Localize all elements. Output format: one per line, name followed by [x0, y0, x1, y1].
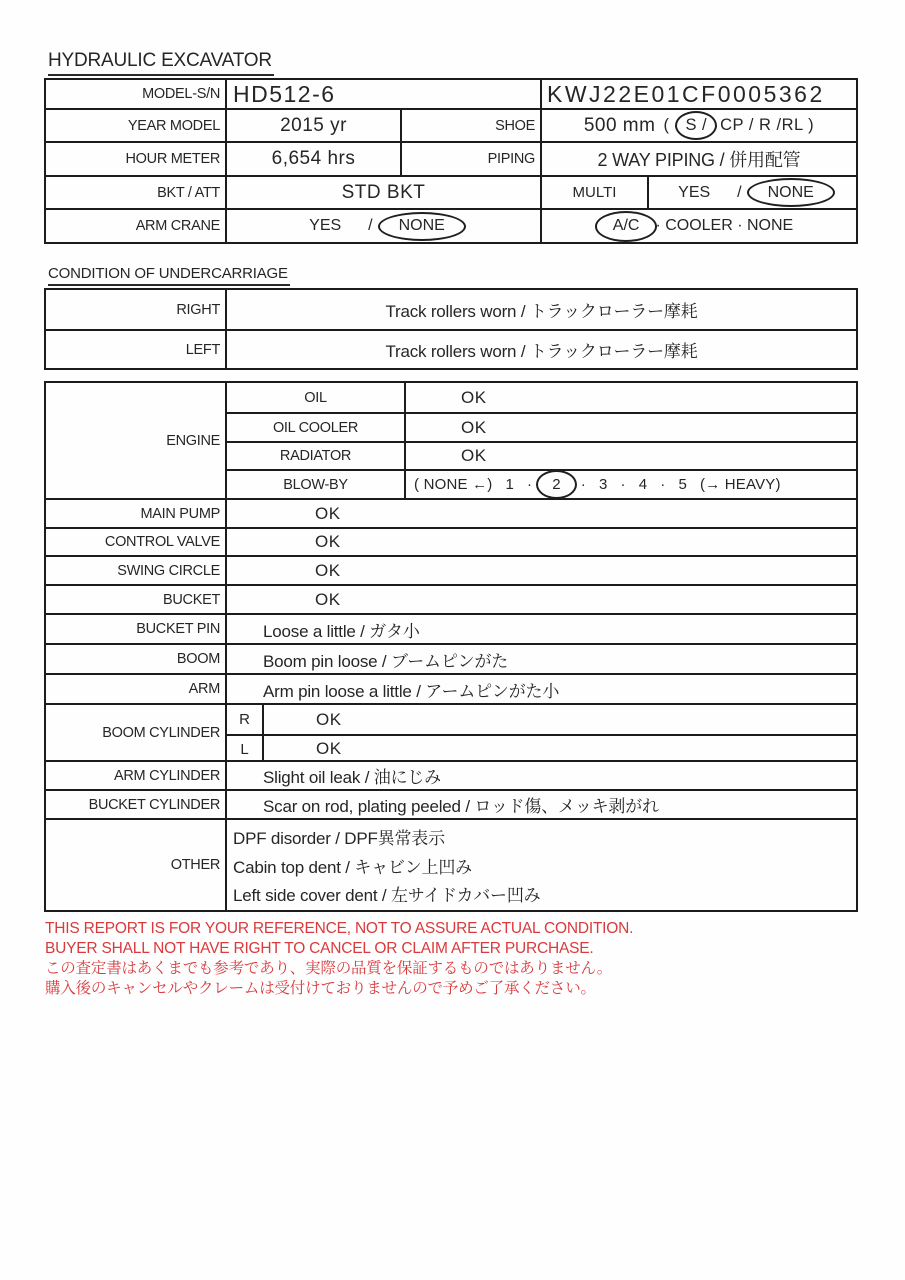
multi-yes: YES — [678, 183, 711, 201]
swing-circle-label: SWING CIRCLE — [117, 562, 220, 579]
row-bucket — [46, 584, 856, 613]
engine-row-oil — [227, 383, 856, 412]
bucket-label: BUCKET — [162, 591, 220, 608]
blowby-5: 5 — [678, 476, 688, 493]
blowby-suffix: (→ HEAVY) — [700, 476, 781, 493]
main-pump-value: OK — [225, 500, 856, 527]
spec-row-armcrane-ac — [46, 208, 856, 242]
shoe-label: SHOE — [400, 110, 540, 141]
other-note-line: DPF disorder / DPF異常表示 — [233, 828, 445, 848]
ac-cooler-rest: · COOLER · NONE — [655, 217, 794, 234]
engine-row-blowby — [227, 469, 856, 498]
oil-cooler-value: OK — [404, 414, 856, 441]
boom-label: BOOM — [176, 651, 220, 667]
year-value: 2015 yr — [225, 110, 400, 141]
left-label: LEFT — [185, 341, 220, 358]
bucket-value: OK — [225, 586, 856, 613]
row-arm — [46, 673, 856, 703]
disclaimer-line: THIS REPORT IS FOR YOUR REFERENCE, NOT TO ASSURE ACTUAL CONDITION. — [45, 920, 634, 937]
row-arm-cylinder — [46, 760, 856, 789]
blowby-dot: · — [527, 476, 533, 493]
blowby-dot: · — [660, 476, 666, 493]
right-label: RIGHT — [176, 301, 220, 318]
spec-row-hour-piping — [46, 141, 856, 175]
row-bucket-pin — [46, 613, 856, 643]
model-value: HD512-6 — [225, 80, 540, 108]
engine-block — [46, 383, 856, 498]
engine-sub-table — [225, 383, 856, 498]
other-notes — [225, 820, 856, 910]
bkt-att-value: STD BKT — [225, 177, 540, 208]
shoe-open-paren: ( — [663, 116, 670, 134]
multi-label: MULTI — [540, 177, 647, 208]
hour-meter-value: 6,654 hrs — [225, 143, 400, 175]
undercarriage-table — [44, 288, 858, 370]
blowby-prefix: ( NONE ←) — [414, 476, 493, 493]
blowby-dot: · — [580, 476, 586, 493]
shoe-options: CP / R /RL ) — [720, 116, 815, 134]
inspection-table — [44, 381, 858, 912]
circle-annotation-multi-none: NONE — [747, 178, 835, 207]
boom-cylinder-label: BOOM CYLINDER — [102, 724, 220, 741]
blowby-label: BLOW-BY — [283, 476, 348, 493]
swing-circle-value: OK — [225, 557, 856, 584]
arm-crane-slash: / — [368, 217, 373, 234]
row-bucket-cylinder — [46, 789, 856, 818]
engine-row-oil-cooler — [227, 412, 856, 441]
spec-row-year-shoe — [46, 108, 856, 141]
arm-crane-yes: YES — [309, 217, 342, 234]
boom-cylinder-sub-table — [225, 705, 856, 760]
other-note-line: Left side cover dent / 左サイドカバー凹み — [233, 886, 541, 906]
control-valve-label: CONTROL VALVE — [104, 534, 220, 550]
piping-label: PIPING — [400, 143, 540, 175]
row-main-pump — [46, 498, 856, 527]
piping-value: 2 WAY PIPING / 併用配管 — [540, 143, 856, 175]
circle-annotation-shoe: S / — [675, 111, 717, 140]
table-row-left — [46, 329, 856, 368]
circle-annotation-armcrane-none: NONE — [378, 212, 466, 241]
blowby-4: 4 — [638, 476, 648, 493]
spec-row-bkt-multi — [46, 175, 856, 208]
page-title: HYDRAULIC EXCAVATOR — [48, 50, 274, 76]
right-value: Track rollers worn / トラックローラー摩耗 — [225, 290, 856, 329]
circle-annotation-blowby-2: 2 — [536, 470, 577, 499]
blowby-dot: · — [620, 476, 626, 493]
blowby-1: 1 — [505, 476, 515, 493]
bkt-att-label: BKT / ATT — [157, 184, 220, 201]
blowby-scale — [404, 471, 856, 498]
arm-label: ARM — [188, 681, 220, 697]
disclaimer-text — [45, 919, 633, 999]
serial-value: KWJ22E01CF0005362 — [540, 80, 856, 108]
spec-row-model — [46, 80, 856, 108]
arm-crane-value — [225, 210, 540, 242]
left-value: Track rollers worn / トラックローラー摩耗 — [225, 331, 856, 368]
oil-value: OK — [404, 383, 856, 412]
row-swing-circle — [46, 555, 856, 584]
boom-cylinder-l-value: OK — [262, 736, 856, 762]
shoe-size: 500 mm — [583, 114, 656, 136]
model-label: MODEL-S/N — [142, 86, 220, 102]
bucket-pin-label: BUCKET PIN — [136, 621, 220, 637]
boom-cylinder-row-l — [227, 734, 856, 762]
bucket-cylinder-label: BUCKET CYLINDER — [88, 796, 220, 813]
engine-label: ENGINE — [166, 432, 220, 449]
boom-cylinder-block — [46, 703, 856, 760]
arm-crane-label: ARM CRANE — [135, 218, 220, 234]
blowby-3: 3 — [598, 476, 608, 493]
boom-cylinder-row-r — [227, 705, 856, 734]
boom-cylinder-l-label: L — [240, 740, 249, 758]
boom-cylinder-r-label: R — [239, 711, 250, 728]
radiator-value: OK — [404, 443, 856, 469]
engine-row-radiator — [227, 441, 856, 469]
boom-value: Boom pin loose / ブームピンがた — [225, 645, 856, 673]
disclaimer-line: BUYER SHALL NOT HAVE RIGHT TO CANCEL OR CLAIM AFTER PURCHASE. — [45, 940, 594, 957]
oil-cooler-label: OIL COOLER — [272, 419, 359, 436]
bucket-cylinder-value: Scar on rod, plating peeled / ロッド傷、メッキ剥がれ — [225, 791, 856, 818]
multi-value — [647, 177, 856, 208]
arm-value: Arm pin loose a little / アームピンがた小 — [225, 675, 856, 703]
arm-cylinder-value: Slight oil leak / 油にじみ — [225, 762, 856, 789]
shoe-value — [540, 110, 856, 141]
multi-slash: / — [737, 183, 742, 201]
disclaimer-line: この査定書はあくまでも参考であり、実際の品質を保証するものではありません。 — [45, 960, 613, 977]
circle-annotation-ac: A/C — [595, 211, 658, 242]
hour-meter-label: HOUR METER — [125, 151, 220, 167]
bucket-pin-value: Loose a little / ガタ小 — [225, 615, 856, 643]
undercarriage-section-title: CONDITION OF UNDERCARRIAGE — [48, 265, 290, 286]
control-valve-value: OK — [225, 529, 856, 555]
main-pump-label: MAIN PUMP — [140, 505, 220, 522]
row-control-valve — [46, 527, 856, 555]
other-note-line: Cabin top dent / キャビン上凹み — [233, 857, 472, 877]
spec-table — [44, 78, 858, 244]
row-boom — [46, 643, 856, 673]
table-row-right — [46, 290, 856, 329]
disclaimer-line: 購入後のキャンセルやクレームは受付けておりませんので予めご了承ください。 — [45, 980, 596, 997]
other-label: OTHER — [170, 857, 220, 873]
arm-cylinder-label: ARM CYLINDER — [114, 767, 220, 784]
oil-label: OIL — [304, 389, 327, 406]
other-block — [46, 818, 856, 910]
year-label: YEAR MODEL — [127, 117, 220, 134]
boom-cylinder-r-value: OK — [262, 705, 856, 734]
radiator-label: RADIATOR — [279, 448, 352, 464]
ac-cooler-value — [540, 210, 856, 242]
